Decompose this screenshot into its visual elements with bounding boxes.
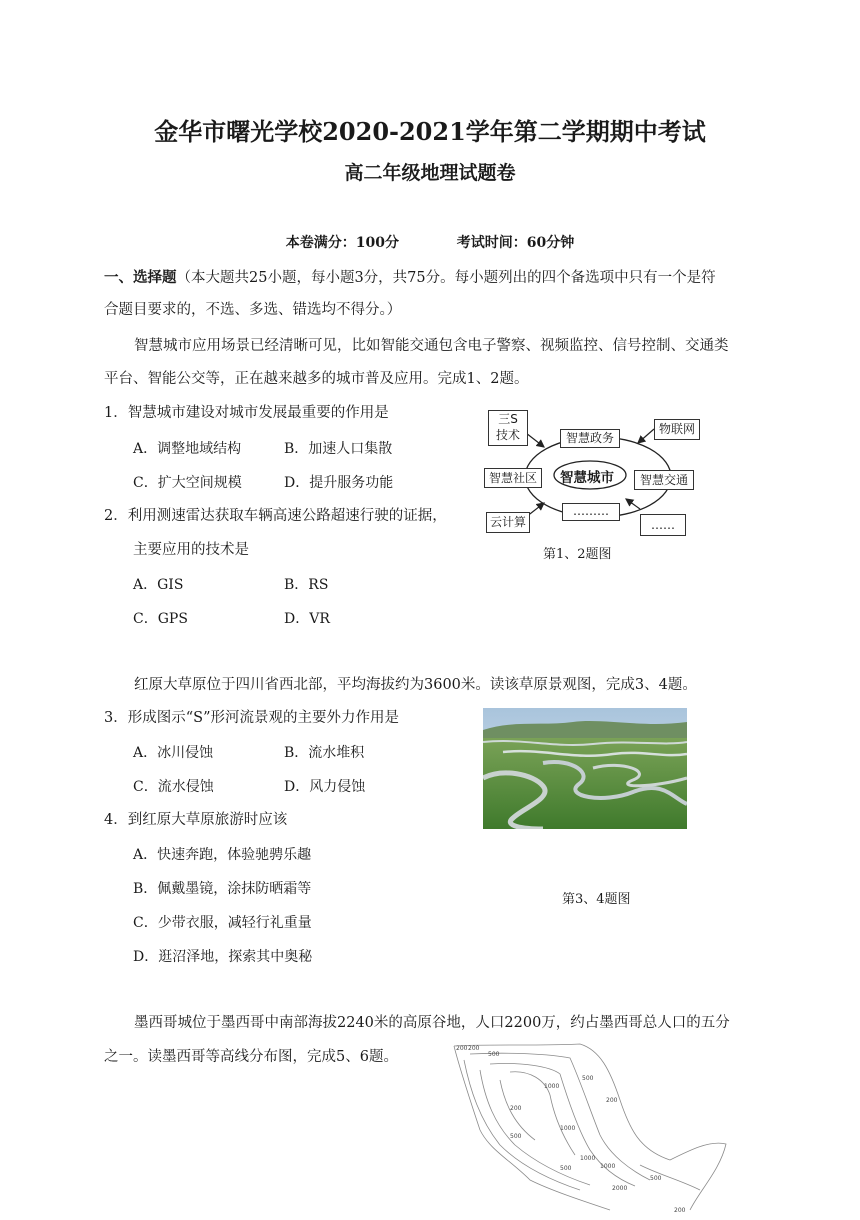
q2-stem-1: 2．利用测速雷达获取车辆高速公路超速行驶的证据，: [104, 508, 447, 524]
map-label: 500: [582, 1075, 594, 1082]
smart-city-diagram: [480, 405, 700, 540]
grassland-photo: [483, 708, 687, 829]
q2-option-a: A．GIS: [133, 577, 184, 593]
q3-stem: 3．形成图示“S”形河流景观的主要外力作用是: [104, 710, 399, 726]
map-label: 1000: [600, 1163, 616, 1170]
map-label: 200: [468, 1045, 480, 1052]
q4-option-b: B．佩戴墨镜，涂抹防晒霜等: [133, 881, 312, 897]
section-desc-1: （本大题共25小题，每小题3分，共75分。每小题列出的四个备选项中只有一个是符: [176, 270, 716, 286]
q4-option-c: C．少带衣服，减轻行礼重量: [133, 915, 312, 931]
q4-option-a: A．快速奔跑，体验驰骋乐趣: [133, 847, 312, 863]
section-title: 一、选择题: [104, 269, 177, 286]
three-s-label-2: 技术: [495, 428, 520, 442]
q3-option-a: A．冰川侵蚀: [133, 745, 214, 761]
q1-option-a: A．调整地域结构: [133, 441, 242, 457]
exam-time: 考试时间：60分钟: [456, 235, 575, 251]
q2-stem-2: 主要应用的技术是: [133, 542, 249, 558]
passage1-line1: 智慧城市应用场景已经清晰可见，比如智能交通包含电子警察、视频监控、信号控制、交通类: [134, 338, 729, 354]
map-label: 200: [606, 1097, 618, 1104]
smart-community-box: 智慧社区: [484, 468, 542, 488]
exam-info: [0, 232, 860, 252]
exam-subtitle: 高二年级地理试题卷: [344, 162, 516, 184]
passage1-line2: 平台、智能公交等，正在越来越多的城市普及应用。完成1、2题。: [104, 371, 529, 387]
map-label: 200: [674, 1207, 686, 1214]
map-label: 500: [650, 1175, 662, 1182]
diagram-caption: 第1、2题图: [543, 547, 612, 562]
passage3-line1: 墨西哥城位于墨西哥中南部海拔2240米的高原谷地，人口2200万，约占墨西哥总人口的五分: [134, 1015, 730, 1031]
iot-box: 物联网: [654, 419, 700, 440]
full-score: 本卷满分：100分: [285, 235, 399, 251]
mexico-contour-map: [450, 1040, 730, 1216]
section-heading: [104, 268, 716, 288]
map-label: 500: [560, 1165, 572, 1172]
map-label: 500: [510, 1133, 522, 1140]
map-label: 200: [456, 1045, 468, 1052]
map-label: 1000: [560, 1125, 576, 1132]
q3-option-b: B．流水堆积: [284, 745, 365, 761]
photo-caption: 第3、4题图: [562, 892, 631, 907]
q4-option-d: D．逛沼泽地，探索其中奥秘: [133, 949, 313, 965]
three-s-box: [488, 410, 528, 446]
cloud-box: 云计算: [486, 512, 530, 533]
map-label: 500: [488, 1051, 500, 1058]
q1-option-b: B．加速人口集散: [284, 441, 393, 457]
q4-stem: 4．到红原大草原旅游时应该: [104, 812, 288, 828]
q3-option-c: C．流水侵蚀: [133, 779, 214, 795]
q3-option-d: D．风力侵蚀: [284, 779, 366, 795]
passage2-line1: 红原大草原位于四川省西北部，平均海拔约为3600米。读该草原景观图，完成3、4题。: [134, 677, 697, 693]
q1-option-d: D．提升服务功能: [284, 475, 394, 491]
q2-option-b: B．RS: [284, 577, 329, 593]
section-desc-2: 合题目要求的，不选、多选、错选均不得分。）: [104, 302, 402, 318]
exam-title: 金华市曙光学校2020-2021学年第二学期期中考试: [154, 117, 706, 146]
map-label: 1000: [544, 1083, 560, 1090]
map-label: 2000: [612, 1185, 628, 1192]
dots-box-center: ………: [562, 503, 620, 521]
smart-traffic-box: 智慧交通: [634, 470, 694, 490]
dots-box-right: ……: [640, 514, 686, 536]
q2-option-d: D．VR: [284, 611, 330, 627]
center-label: 智慧城市: [560, 470, 614, 486]
q2-option-c: C．GPS: [133, 611, 188, 627]
map-label: 200: [510, 1105, 522, 1112]
smart-gov-box: 智慧政务: [560, 429, 620, 448]
passage3-line2: 之一。读墨西哥等高线分布图，完成5、6题。: [104, 1049, 398, 1065]
q1-option-c: C．扩大空间规模: [133, 475, 242, 491]
three-s-label: 三S: [498, 412, 518, 426]
q1-stem: 1．智慧城市建设对城市发展最重要的作用是: [104, 405, 389, 421]
map-label: 1000: [580, 1155, 596, 1162]
